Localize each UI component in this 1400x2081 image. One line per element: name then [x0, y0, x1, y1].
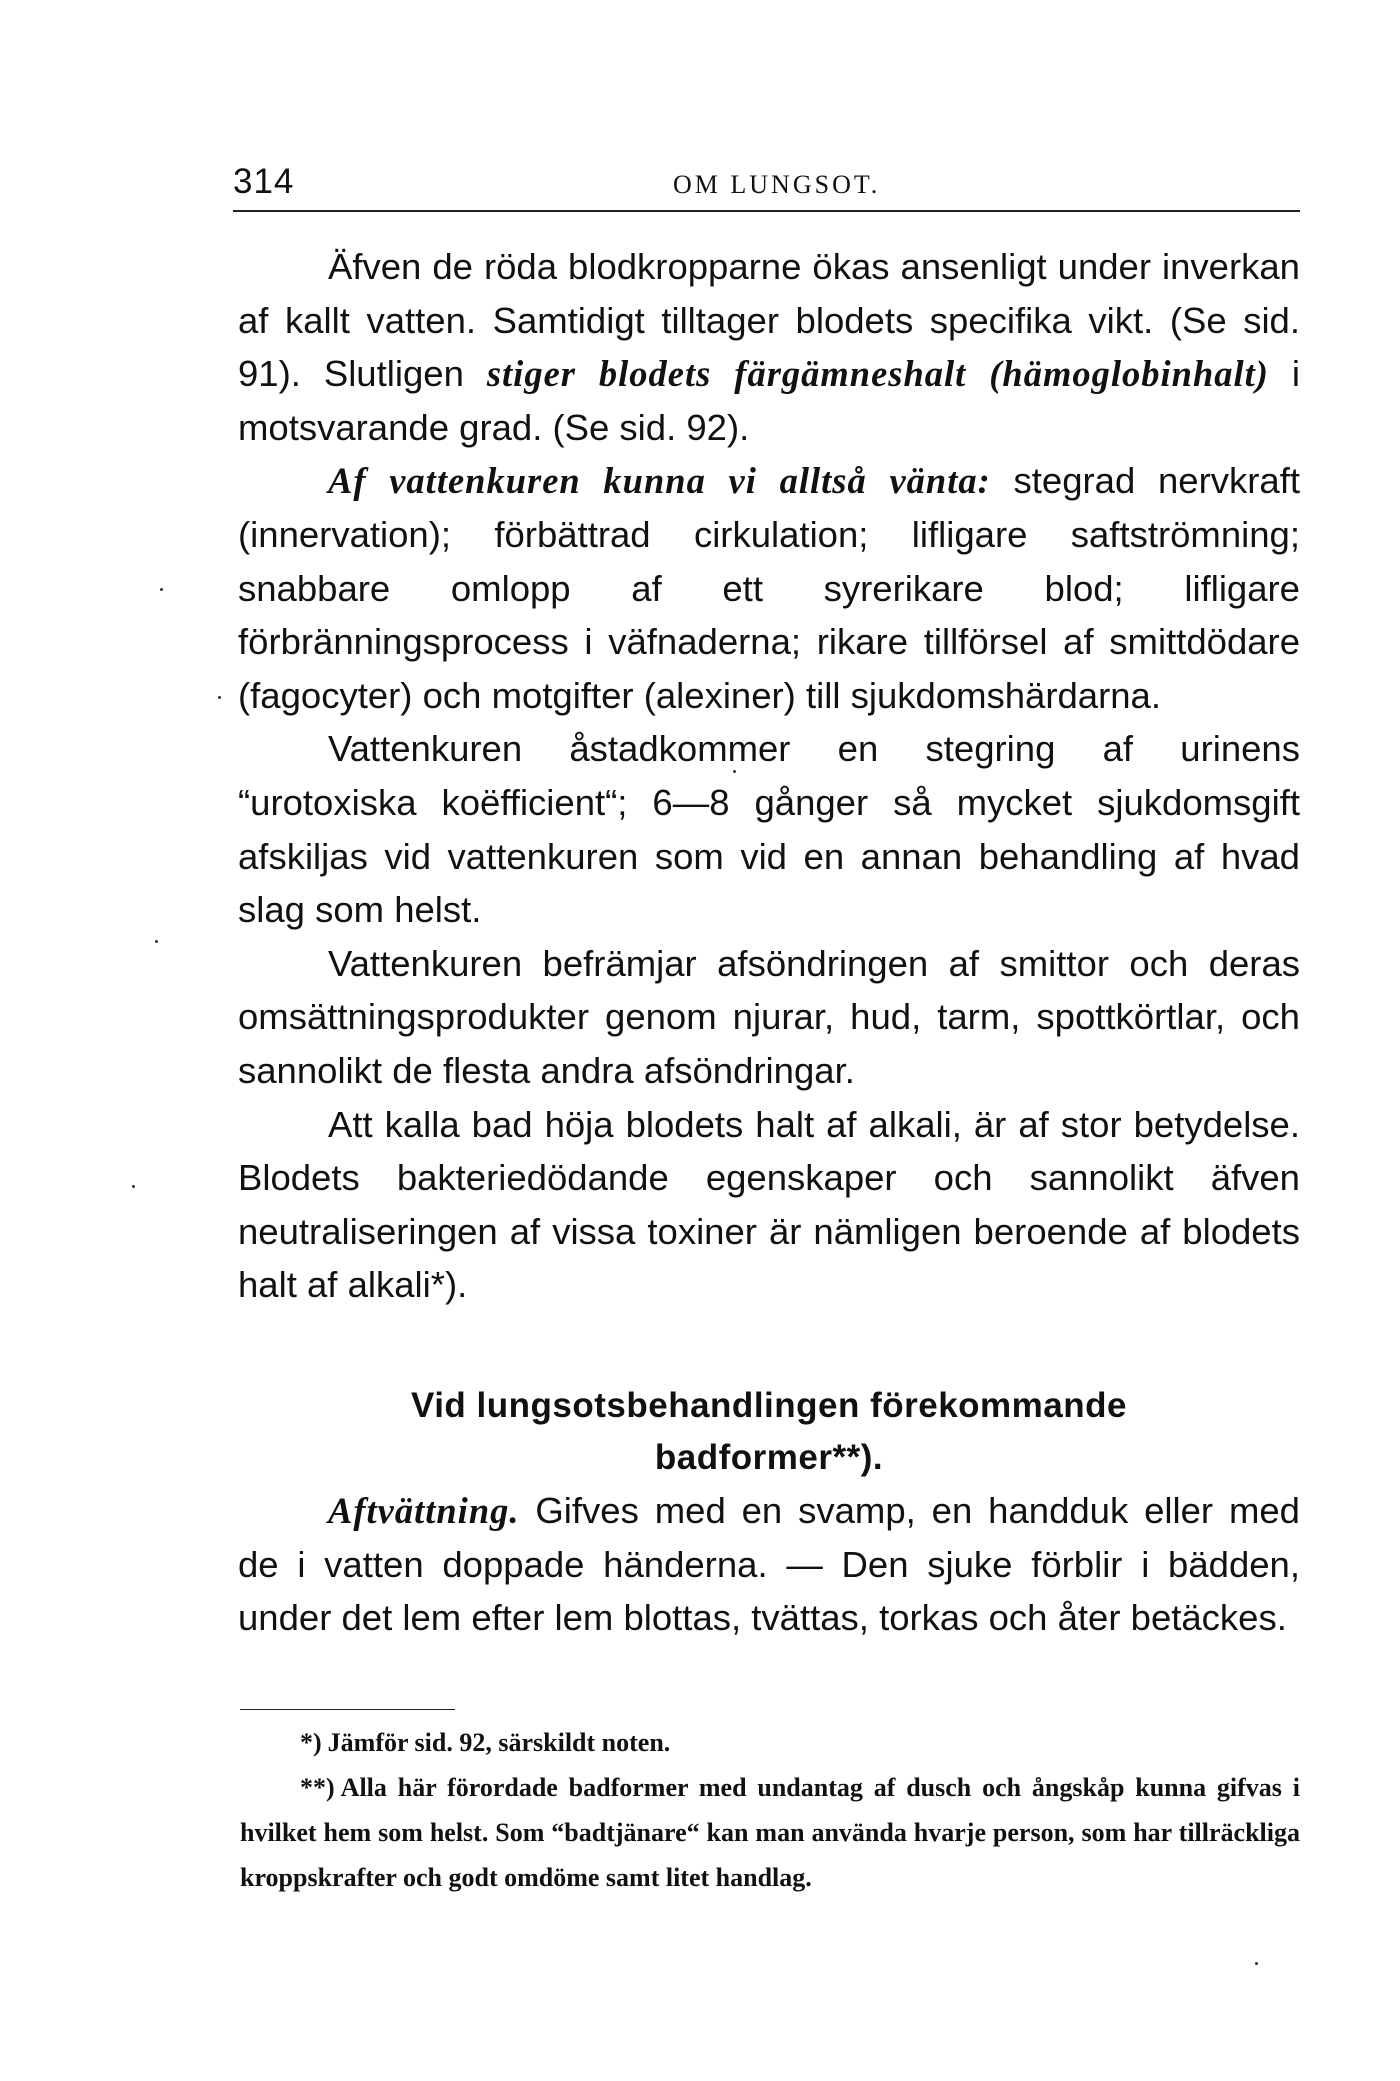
footnote-text: Alla här förordade badformer med undantag af dusch och ångskåp kunna gifvas i hvilket hem som helst. Som “badtjänare“ kan man använda hvarje person, som har tillräckliga kroppskrafter och godt omdöme samt litet handlag.: [240, 1773, 1300, 1892]
footnote: [240, 1720, 1300, 1765]
emphasized-text: stiger blodets färgämneshalt (hämoglobinhalt): [486, 353, 1269, 395]
header-rule: [233, 210, 1300, 212]
footnote-rule: [240, 1709, 455, 1710]
running-title: OM LUNGSOT.: [673, 170, 881, 199]
section-text: [238, 1484, 1300, 1645]
footnote-mark: *): [300, 1728, 322, 1757]
paragraph: [238, 240, 1300, 454]
paragraph-text: stegrad nervkraft (innervation); förbättrad cirkulation; lifligare saftströmning; snabbare omlopp af ett syrerikare blod; lifligare förbränningsprocess i väfnaderna; rikare tillförsel af smittdödare (fagocyter) och motgifter (alexiner) till sjukdomshärdarna.: [238, 460, 1300, 716]
main-text: [238, 240, 1300, 1312]
footnote-text: Jämför sid. 92, särskildt noten.: [327, 1728, 671, 1757]
print-speck: [132, 1185, 135, 1188]
emphasized-text: Af vattenkuren kunna vi alltså vänta:: [328, 460, 991, 502]
print-speck: [733, 770, 736, 773]
paragraph-text: Äfven de röda blodkropparne ökas ansenligt under inverkan af kallt vatten. Samtidigt tilltager blodets specifika vikt. (Se sid. 91). Slutligen: [238, 246, 1300, 395]
footnote: [240, 1765, 1300, 1900]
section-heading-line: Vid lungsotsbehandlingen förekommande: [411, 1386, 1127, 1425]
paragraph: Att kalla bad höja blodets halt af alkali, är af stor betydelse. Blodets bakteriedödande egenskaper och sannolikt äfven neutraliseringen af vissa toxiner är nämligen beroende af blodets halt af alkali*).: [238, 1103, 1300, 1306]
print-speck: [218, 696, 221, 699]
paragraph: [238, 1484, 1300, 1645]
footnote-mark: **): [300, 1773, 335, 1802]
paragraph: Vattenkuren åstadkommer en stegring af urinens “urotoxiska koëfficient“; 6—8 gånger så mycket sjukdomsgift afskiljas vid vattenkuren som vid en annan behandling af hvad slag som helst.: [238, 728, 1300, 931]
paragraph-text: Gifves med en svamp, en handduk eller med de i vatten doppade händerna. — Den sjuke förblir i bädden, under det lem efter lem blottas, tvättas, torkas och åter betäckes.: [238, 1490, 1300, 1639]
section-heading: [238, 1380, 1300, 1484]
section-heading-line: badformer**).: [654, 1438, 884, 1477]
print-speck: [1255, 1962, 1258, 1965]
page-number: 314: [233, 162, 295, 201]
footnotes: [240, 1720, 1300, 1900]
print-speck: [155, 940, 158, 943]
print-speck: [160, 588, 163, 591]
paragraph: Vattenkuren befrämjar afsöndringen af smittor och deras omsättningsprodukter genom njurar, hud, tarm, spottkörtlar, och sannolikt de flesta andra afsöndringar.: [238, 942, 1300, 1091]
running-head: [233, 162, 1300, 206]
paragraph-text: i motsvarande grad. (Se sid. 92).: [238, 353, 1301, 448]
paragraph: [238, 454, 1300, 722]
emphasized-text: Aftvättning.: [328, 1490, 520, 1531]
